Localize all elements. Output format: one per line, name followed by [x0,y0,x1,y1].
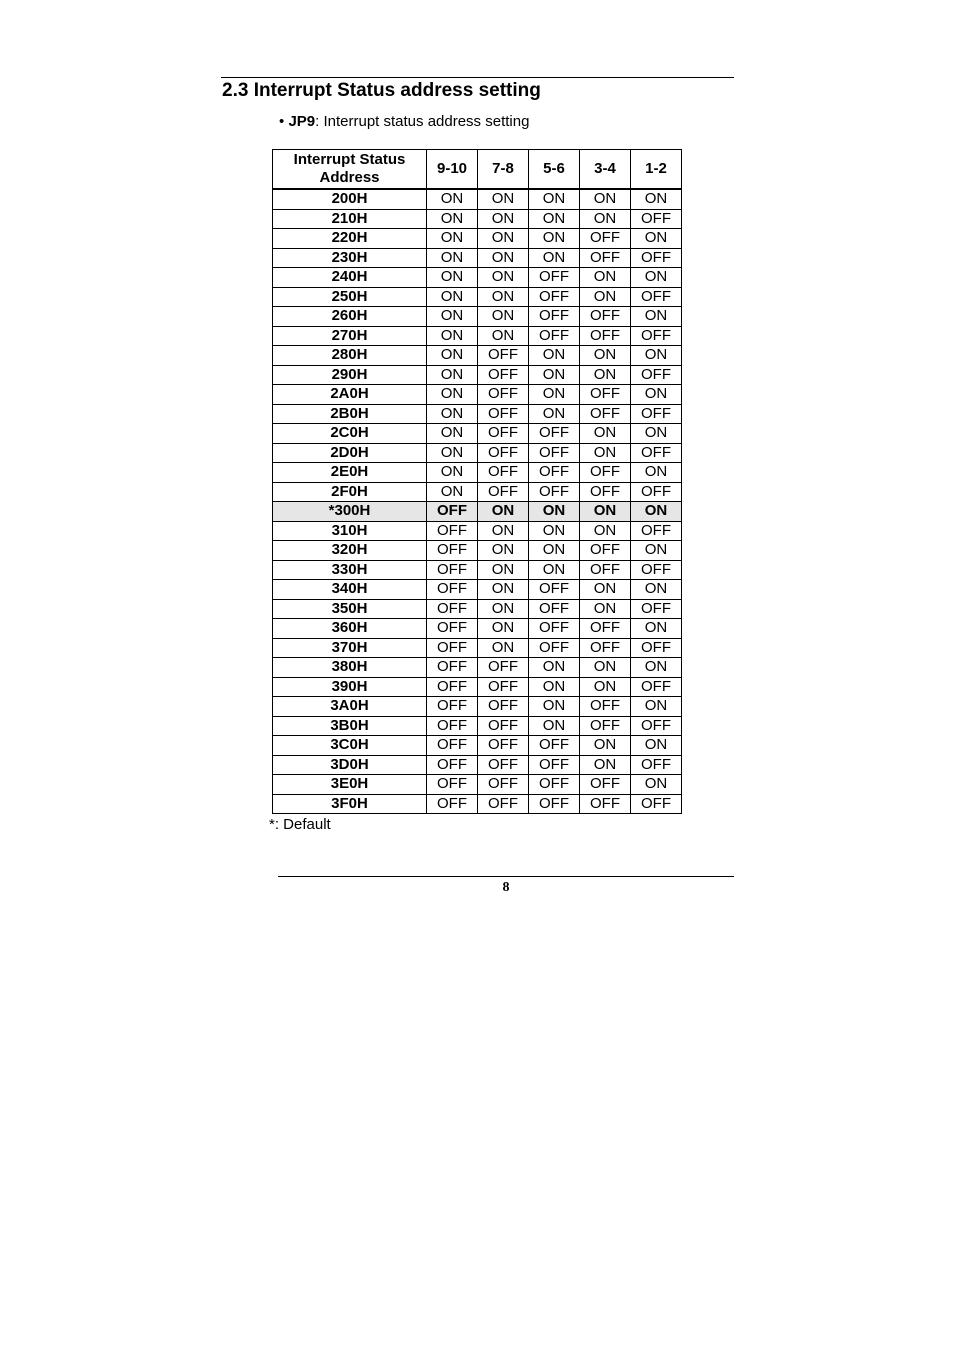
address-cell: 3F0H [273,794,427,814]
jumper-state-cell: OFF [631,599,682,619]
jumper-state-cell: OFF [580,307,631,327]
jumper-state-cell: ON [427,229,478,249]
jumper-state-cell: OFF [580,404,631,424]
jumper-state-cell: ON [529,697,580,717]
jumper-state-cell: ON [631,502,682,522]
jumper-state-cell: ON [580,755,631,775]
header-pins-1-2: 1-2 [631,150,682,190]
jumper-state-cell: OFF [631,638,682,658]
jumper-state-cell: ON [427,443,478,463]
table-row [273,736,682,756]
jumper-state-cell: OFF [529,443,580,463]
jumper-state-cell: ON [529,677,580,697]
jumper-state-cell: OFF [427,541,478,561]
jumper-state-cell: OFF [427,599,478,619]
jumper-state-cell: ON [631,580,682,600]
table-row [273,287,682,307]
jumper-state-cell: OFF [427,560,478,580]
jumper-state-cell: ON [427,209,478,229]
address-cell: 380H [273,658,427,678]
jumper-state-cell: OFF [529,599,580,619]
jumper-state-cell: OFF [478,677,529,697]
jumper-state-cell: ON [478,189,529,209]
jumper-state-cell: ON [529,229,580,249]
jumper-description: : Interrupt status address setting [315,113,530,130]
jumper-state-cell: ON [529,541,580,561]
jumper-state-cell: OFF [631,248,682,268]
jumper-state-cell: ON [580,189,631,209]
jumper-state-cell: ON [580,443,631,463]
page-number: 8 [502,880,510,895]
table-row [273,697,682,717]
jumper-state-cell: ON [631,736,682,756]
jumper-state-cell: ON [631,463,682,483]
table-row [273,209,682,229]
jumper-state-cell: ON [529,365,580,385]
jumper-state-cell: ON [427,346,478,366]
jumper-state-cell: OFF [478,755,529,775]
address-cell: 2F0H [273,482,427,502]
jumper-state-cell: ON [580,209,631,229]
jumper-state-cell: ON [631,229,682,249]
table-row [273,716,682,736]
jumper-state-cell: OFF [529,794,580,814]
jumper-state-cell: ON [580,658,631,678]
jumper-state-cell: OFF [529,775,580,795]
jumper-state-cell: OFF [427,697,478,717]
jumper-state-cell: ON [631,619,682,639]
table-row [273,365,682,385]
address-cell: 3C0H [273,736,427,756]
jumper-state-cell: OFF [580,541,631,561]
jumper-state-cell: ON [529,521,580,541]
table-row [273,521,682,541]
jumper-state-cell: ON [478,248,529,268]
table-row [273,775,682,795]
jumper-state-cell: OFF [478,736,529,756]
jumper-state-cell: OFF [631,365,682,385]
address-cell: 220H [273,229,427,249]
jumper-state-cell: OFF [631,326,682,346]
address-cell: 360H [273,619,427,639]
jumper-state-cell: OFF [478,346,529,366]
jumper-state-cell: OFF [529,307,580,327]
jumper-state-cell: OFF [631,209,682,229]
jumper-state-cell: OFF [427,755,478,775]
jumper-state-cell: ON [529,716,580,736]
address-cell: 2E0H [273,463,427,483]
jumper-state-cell: ON [631,268,682,288]
jumper-state-cell: ON [427,482,478,502]
jumper-state-cell: ON [580,287,631,307]
jumper-state-cell: ON [427,326,478,346]
jumper-state-cell: OFF [478,697,529,717]
jumper-state-cell: ON [478,638,529,658]
section-title: 2.3 Interrupt Status address setting [222,80,541,101]
jumper-state-cell: ON [478,287,529,307]
address-cell: 370H [273,638,427,658]
jumper-state-cell: OFF [631,482,682,502]
jumper-state-cell: OFF [427,521,478,541]
jumper-state-cell: ON [427,463,478,483]
jumper-state-cell: OFF [580,463,631,483]
jumper-state-cell: OFF [427,716,478,736]
table-row [273,677,682,697]
jumper-state-cell: OFF [427,736,478,756]
jumper-state-cell: ON [631,658,682,678]
table-row [273,443,682,463]
table-row [273,346,682,366]
jumper-state-cell: OFF [631,677,682,697]
address-cell: 2D0H [273,443,427,463]
address-cell: 310H [273,521,427,541]
jumper-state-cell: OFF [427,677,478,697]
table-row [273,463,682,483]
jumper-state-cell: OFF [529,482,580,502]
jumper-state-cell: ON [580,521,631,541]
address-cell: 280H [273,346,427,366]
table-header-row [273,150,682,190]
jumper-state-cell: ON [580,677,631,697]
address-cell: 260H [273,307,427,327]
jumper-state-cell: OFF [478,794,529,814]
jumper-state-cell: OFF [631,443,682,463]
jumper-state-cell: OFF [478,385,529,405]
jumper-state-cell: OFF [427,580,478,600]
address-cell: 3D0H [273,755,427,775]
jumper-state-cell: OFF [529,287,580,307]
jumper-state-cell: ON [580,268,631,288]
jumper-state-cell: OFF [427,794,478,814]
jumper-state-cell: ON [529,404,580,424]
table-row [273,658,682,678]
table-row [273,794,682,814]
jumper-state-cell: OFF [427,775,478,795]
table-row [273,307,682,327]
table-row [273,755,682,775]
bottom-rule [278,876,734,877]
jumper-state-cell: OFF [478,404,529,424]
jumper-state-cell: OFF [529,424,580,444]
jumper-state-cell: OFF [478,482,529,502]
jumper-state-cell: OFF [580,560,631,580]
jumper-state-cell: OFF [427,638,478,658]
header-pins-7-8: 7-8 [478,150,529,190]
header-address: Interrupt Status Address [273,150,427,190]
jumper-state-cell: ON [529,560,580,580]
jumper-state-cell: OFF [631,716,682,736]
jumper-state-cell: OFF [529,755,580,775]
jumper-state-cell: OFF [529,463,580,483]
jumper-state-cell: ON [631,346,682,366]
table-row [273,580,682,600]
address-cell: 350H [273,599,427,619]
jumper-state-cell: ON [529,658,580,678]
header-pins-3-4: 3-4 [580,150,631,190]
address-cell: 3E0H [273,775,427,795]
bullet-glyph: • [279,113,285,130]
jumper-state-cell: ON [529,248,580,268]
jumper-state-cell: OFF [529,326,580,346]
jumper-state-cell: ON [427,268,478,288]
jumper-state-cell: ON [478,307,529,327]
table-row [273,424,682,444]
jumper-state-cell: OFF [580,697,631,717]
jumper-state-cell: OFF [631,755,682,775]
jumper-state-cell: ON [427,287,478,307]
jumper-state-cell: ON [631,541,682,561]
table-row [273,619,682,639]
address-cell: 2B0H [273,404,427,424]
address-cell: 330H [273,560,427,580]
jumper-state-cell: ON [478,541,529,561]
jumper-state-cell: ON [529,385,580,405]
table-row [273,248,682,268]
jumper-state-cell: OFF [478,443,529,463]
jumper-state-cell: ON [478,521,529,541]
jumper-state-cell: ON [631,775,682,795]
table-row [273,560,682,580]
jumper-state-cell: ON [580,580,631,600]
address-cell: 3A0H [273,697,427,717]
jumper-state-cell: ON [427,404,478,424]
jumper-state-cell: ON [631,697,682,717]
address-cell: 2A0H [273,385,427,405]
jumper-state-cell: OFF [478,463,529,483]
table-row [273,482,682,502]
interrupt-address-table [272,149,682,814]
jumper-state-cell: OFF [580,775,631,795]
jumper-state-cell: ON [478,268,529,288]
jumper-state-cell: ON [478,580,529,600]
jumper-state-cell: OFF [478,716,529,736]
address-cell: 290H [273,365,427,385]
table-row [273,541,682,561]
jumper-state-cell: ON [427,424,478,444]
table-row [273,638,682,658]
jumper-state-cell: ON [478,560,529,580]
jumper-state-cell: OFF [529,736,580,756]
jumper-state-cell: ON [478,229,529,249]
address-cell: 200H [273,189,427,209]
jumper-state-cell: OFF [580,619,631,639]
jumper-state-cell: OFF [631,560,682,580]
table-row [273,385,682,405]
address-cell: 230H [273,248,427,268]
jumper-state-cell: OFF [427,502,478,522]
header-pins-5-6: 5-6 [529,150,580,190]
jumper-state-cell: ON [478,502,529,522]
jumper-state-cell: OFF [529,580,580,600]
jumper-label: JP9 [288,113,316,130]
jumper-state-cell: OFF [427,619,478,639]
jumper-state-cell: OFF [631,404,682,424]
jumper-state-cell: OFF [580,794,631,814]
jumper-state-cell: ON [529,209,580,229]
address-cell: 240H [273,268,427,288]
table-row [273,229,682,249]
jumper-state-cell: ON [529,346,580,366]
jumper-state-cell: ON [631,189,682,209]
jumper-state-cell: ON [478,599,529,619]
jumper-state-cell: ON [427,307,478,327]
jumper-state-cell: ON [580,424,631,444]
header-pins-9-10: 9-10 [427,150,478,190]
jumper-state-cell: OFF [478,658,529,678]
default-footnote: *: Default [269,816,331,833]
jumper-state-cell: ON [631,385,682,405]
jumper-state-cell: ON [529,189,580,209]
address-cell: 320H [273,541,427,561]
top-rule [221,77,734,78]
jumper-state-cell: OFF [580,482,631,502]
address-cell: 3B0H [273,716,427,736]
table-row [273,189,682,209]
jumper-state-cell: ON [631,307,682,327]
jumper-state-cell: OFF [631,287,682,307]
jumper-state-cell: ON [580,365,631,385]
jumper-state-cell: ON [580,346,631,366]
table-row [273,268,682,288]
jumper-state-cell: OFF [580,326,631,346]
table-row [273,599,682,619]
address-cell: 2C0H [273,424,427,444]
jumper-state-cell: ON [631,424,682,444]
address-cell: *300H [273,502,427,522]
jumper-state-cell: ON [427,385,478,405]
jumper-state-cell: OFF [631,521,682,541]
jumper-state-cell: OFF [580,229,631,249]
table-row [273,326,682,346]
jumper-state-cell: ON [478,326,529,346]
table-row [273,404,682,424]
jumper-state-cell: OFF [580,248,631,268]
address-cell: 390H [273,677,427,697]
table-row [273,502,682,522]
jumper-state-cell: ON [580,502,631,522]
jumper-state-cell: OFF [631,794,682,814]
jp9-bullet [279,113,529,130]
jumper-state-cell: ON [529,502,580,522]
address-cell: 250H [273,287,427,307]
jumper-state-cell: ON [427,248,478,268]
jumper-state-cell: OFF [529,638,580,658]
jumper-state-cell: ON [478,619,529,639]
jumper-state-cell: OFF [529,268,580,288]
jumper-state-cell: OFF [580,716,631,736]
address-cell: 210H [273,209,427,229]
jumper-state-cell: OFF [580,638,631,658]
jumper-state-cell: ON [478,209,529,229]
jumper-state-cell: ON [580,599,631,619]
jumper-state-cell: OFF [478,365,529,385]
address-cell: 340H [273,580,427,600]
jumper-state-cell: OFF [478,775,529,795]
address-cell: 270H [273,326,427,346]
jumper-state-cell: OFF [478,424,529,444]
jumper-state-cell: ON [580,736,631,756]
jumper-state-cell: ON [427,189,478,209]
table-body [273,189,682,814]
jumper-state-cell: ON [427,365,478,385]
jumper-state-cell: OFF [529,619,580,639]
jumper-state-cell: OFF [427,658,478,678]
jumper-state-cell: OFF [580,385,631,405]
